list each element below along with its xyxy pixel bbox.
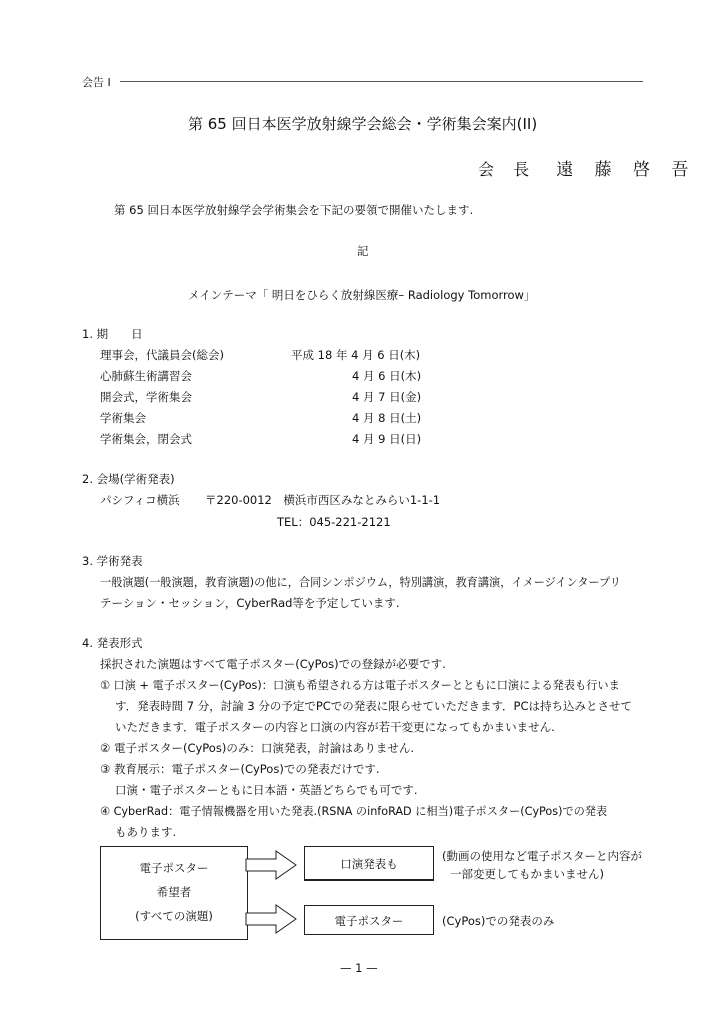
schedule-date: 4 月 7 日(金): [352, 390, 422, 404]
header-rule: [120, 81, 643, 82]
president-role: 会 長: [478, 160, 537, 179]
intro-text: 第 65 回日本医学放射線学会学術集会を下記の要領で開催いたします.: [114, 203, 474, 217]
item1-line3: いただきます．電子ポスターの内容と口演の内容が若干変更になってもかまいません.: [115, 720, 555, 734]
president-line: [478, 155, 696, 180]
main-theme: メインテーマ「 明日をひらく放射線医療– Radiology Tomorrow」: [188, 288, 536, 302]
item1-line1: ① 口演 + 電子ポスター(CyPos)：口演も希望される方は電子ポスターとともに口演による発表も行いま: [100, 679, 620, 692]
section1-heading: 1. 期 日: [82, 327, 143, 341]
section4-heading: 4. 発表形式: [82, 636, 143, 650]
left-box-line1: 電子ポスター: [139, 861, 209, 875]
oral-box-label: 口演発表も: [340, 857, 398, 871]
section3-heading: 3. 学術発表: [82, 554, 143, 568]
venue-address: 〒220-0012 横浜市西区みなとみらい1-1-1: [205, 493, 441, 507]
schedule-event: 開会式，学術集会: [100, 390, 192, 404]
schedule-date: 4 月 6 日(木): [352, 369, 422, 383]
item4-line1: ④ CyberRad：電子情報機器を用いた発表.(RSNA のinfoRAD に相当)電子ポスター(CyPos)での発表: [100, 805, 608, 818]
section4-intro: 採択された演題はすべて電子ポスター(CyPos)での登録が必要です.: [100, 657, 446, 671]
venue-tel: TEL：045-221-2121: [277, 515, 391, 529]
item1-line2: す．発表時間 7 分，討論 3 分の予定でPCでの発表に限らせていただきます．PCは持ち込みとさせて: [115, 699, 632, 713]
poster-only-box: [304, 905, 434, 935]
venue-name: パシフィコ横浜: [100, 493, 180, 507]
item4-line2: もあります.: [115, 825, 177, 839]
section3-line1: 一般演題(一般演題，教育演題)の他に，合同シンポジウム，特別講演，教育講演，イメージインタープリ: [100, 576, 621, 589]
poster-note: (CyPos)での発表のみ: [442, 914, 555, 928]
item3-line1: ③ 教育展示：電子ポスター(CyPos)での発表だけです.: [100, 762, 380, 776]
oral-note-line1: (動画の使用など電子ポスターと内容が: [442, 849, 642, 863]
left-box-line3: (すべての演題): [135, 909, 213, 923]
poster-applicant-box: [100, 846, 248, 940]
section3-line2: テーション・セッション，CyberRad等を予定しています.: [100, 596, 400, 610]
page-number: — 1 —: [340, 961, 378, 975]
schedule-date: 平成 18 年 4 月 6 日(木): [291, 348, 421, 362]
page-title: 第 65 回日本医学放射線学会総会・学術集会案内(II): [188, 115, 538, 133]
schedule-date: 4 月 9 日(日): [352, 432, 422, 446]
left-box-line2: 希望者: [156, 885, 192, 899]
schedule-event: 学術集会: [100, 411, 146, 425]
arrow-right-icon: [246, 903, 298, 935]
oral-note-line2: 一部変更してもかまいません): [450, 867, 604, 881]
section2-heading: 2. 会場(学術発表): [82, 472, 175, 486]
schedule-date: 4 月 8 日(土): [352, 411, 422, 425]
poster-box-label: 電子ポスター: [334, 914, 404, 928]
item3-line2: 口演・電子ポスターともに日本語・英語どちらでも可です.: [115, 783, 418, 797]
item2-line: ② 電子ポスター(CyPos)のみ：口演発表，討論はありません.: [100, 741, 414, 755]
ki-label: 記: [357, 244, 369, 258]
arrow-right-icon: [246, 849, 298, 881]
schedule-event: 学術集会，閉会式: [100, 432, 192, 446]
president-name: 遠 藤 啓 吾: [556, 160, 697, 180]
schedule-event: 理事会，代議員会(総会): [100, 348, 224, 362]
oral-presentation-box: [304, 846, 434, 881]
schedule-event: 心肺蘇生術講習会: [100, 369, 192, 383]
header-label: 会告 I: [82, 76, 111, 89]
